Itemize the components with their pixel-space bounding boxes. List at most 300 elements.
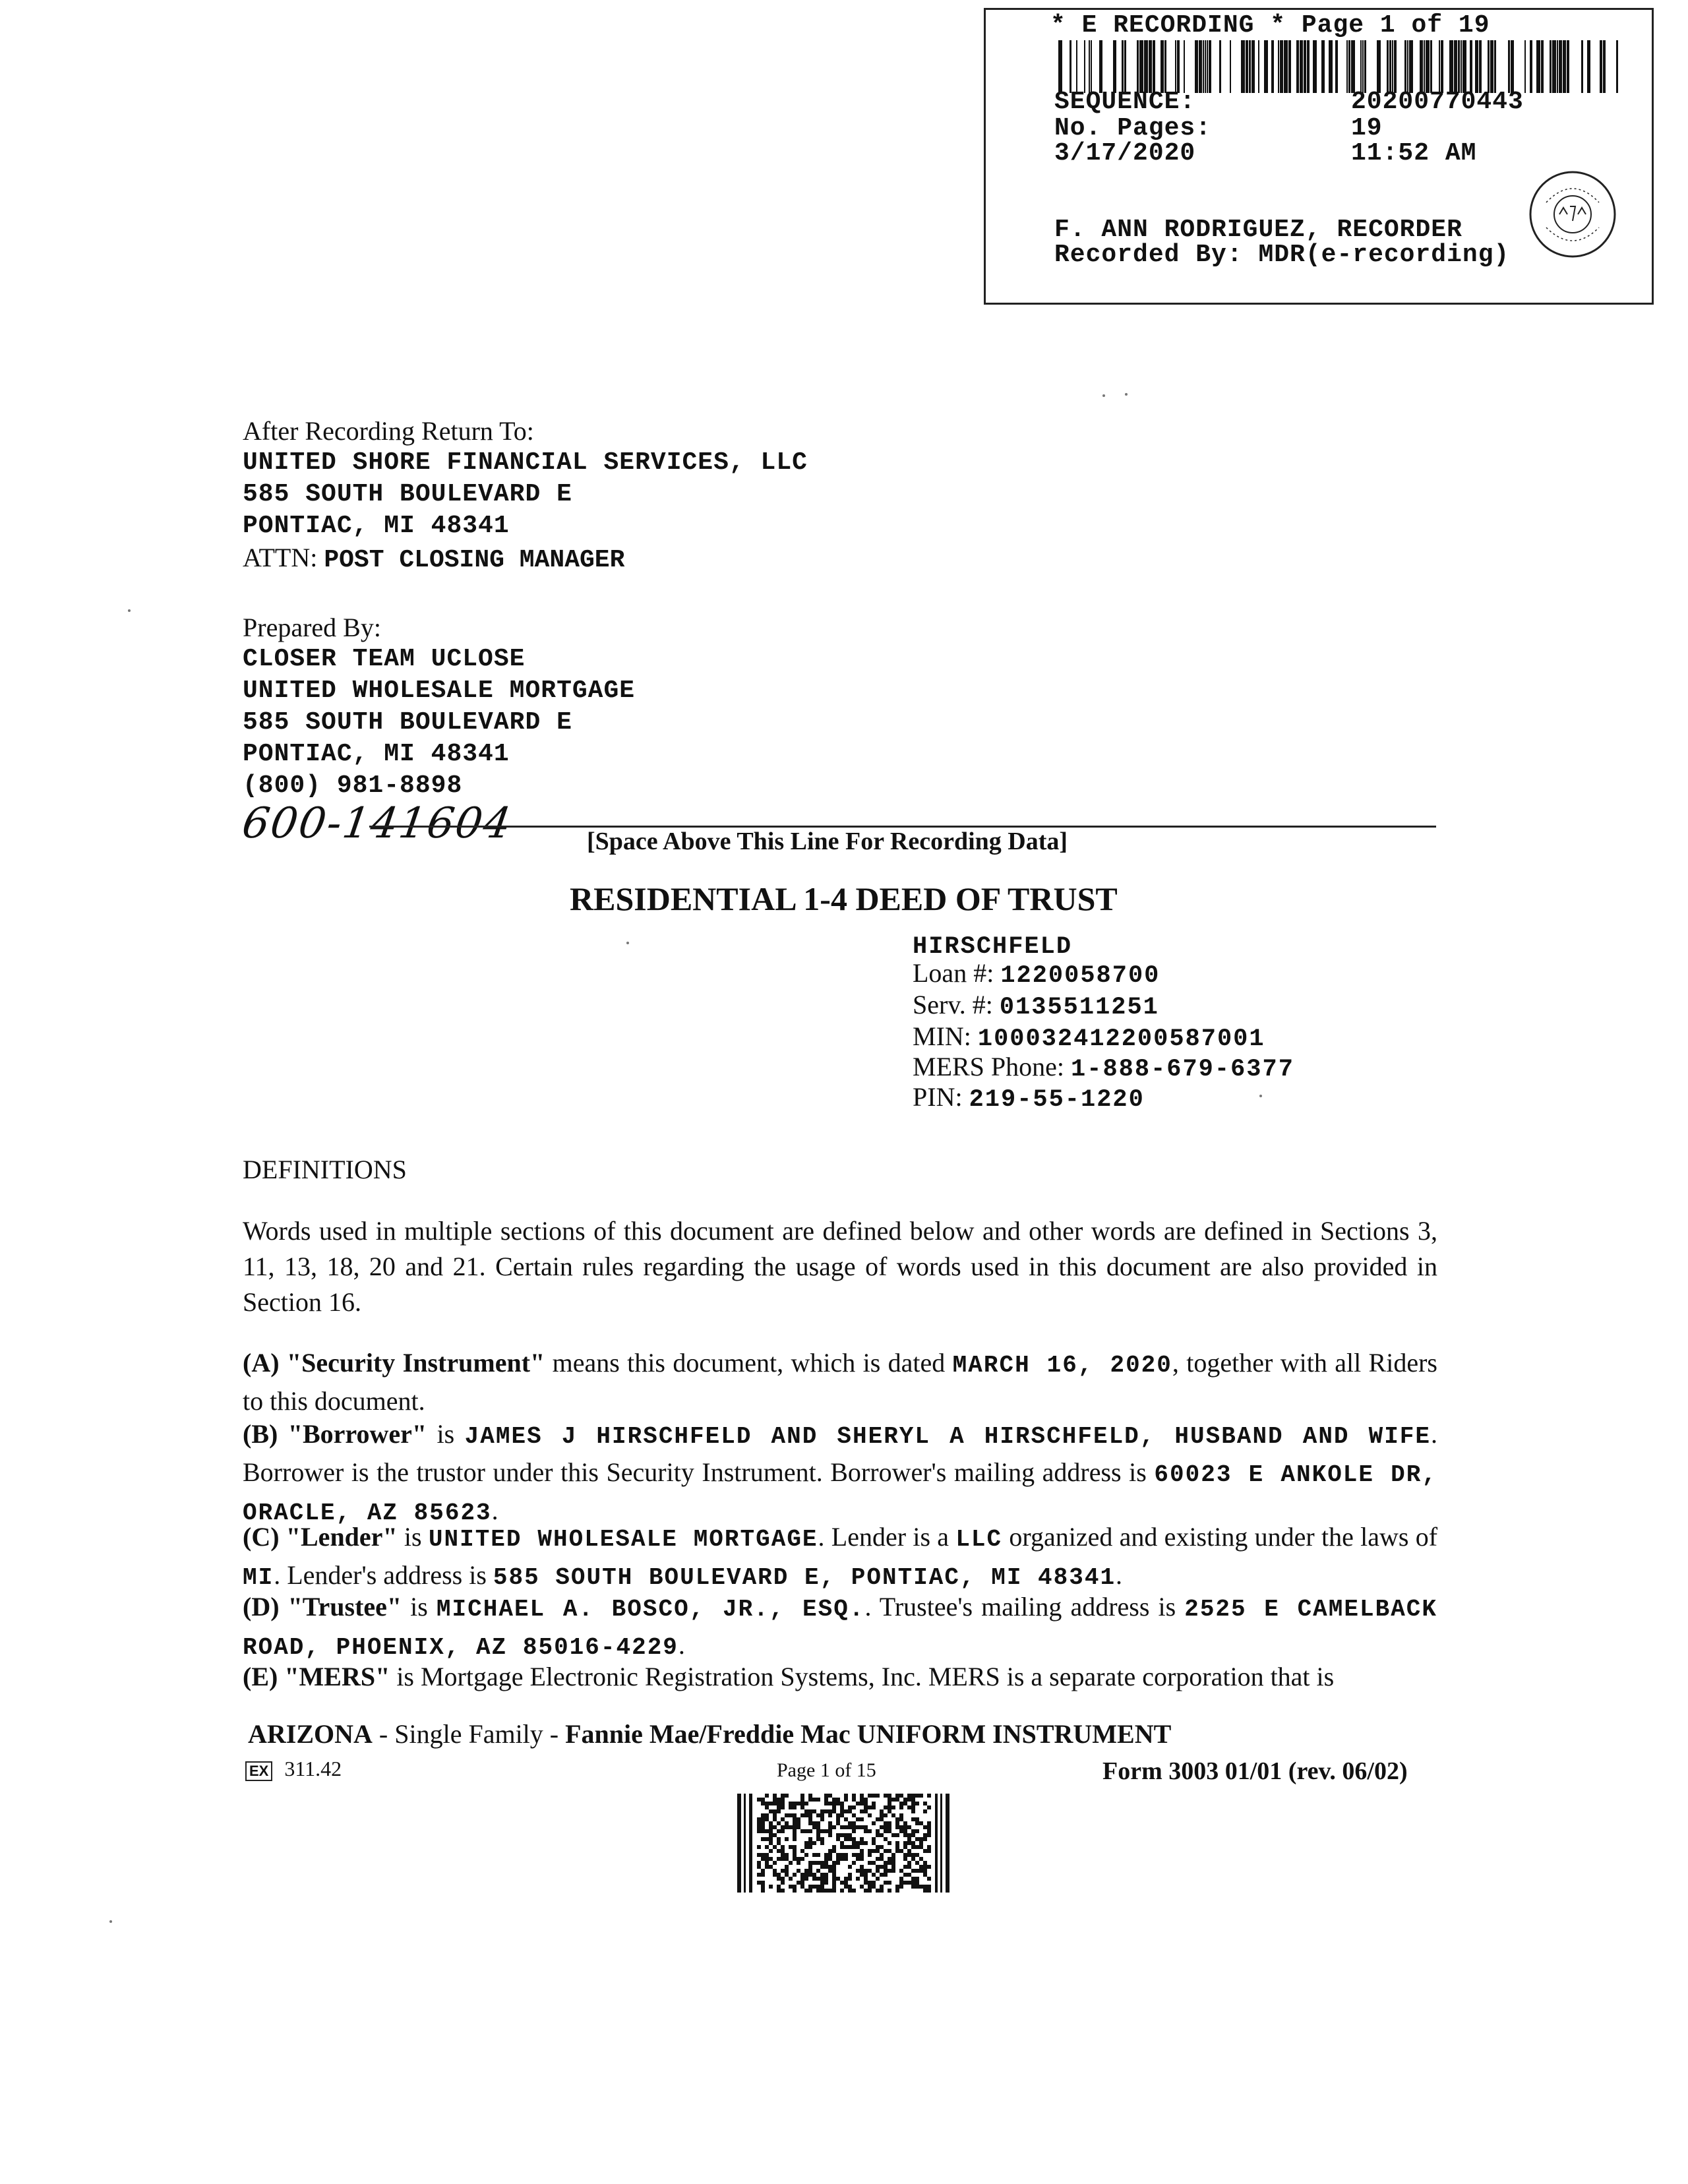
barcode-module: [844, 1817, 848, 1821]
barcode-module: [785, 1865, 789, 1869]
barcode-module: [895, 1817, 899, 1821]
barcode-module: [777, 1802, 781, 1805]
barcode-module: [761, 1837, 765, 1841]
barcode-module: [757, 1817, 761, 1821]
barcode-bar: [1264, 40, 1268, 93]
barcode-module: [911, 1805, 915, 1809]
barcode-module: [773, 1813, 777, 1817]
barcode-module: [899, 1869, 903, 1873]
barcode-module: [876, 1829, 880, 1833]
barcode-module: [923, 1889, 927, 1893]
prepared-by-line1: CLOSER TEAM UCLOSE: [243, 645, 526, 673]
barcode-module: [828, 1825, 832, 1829]
barcode-module: [848, 1833, 852, 1837]
barcode-bar: [1346, 40, 1348, 93]
barcode-module: [828, 1857, 832, 1861]
barcode-module: [781, 1825, 785, 1829]
barcode-module: [812, 1873, 816, 1877]
barcode-module: [781, 1802, 785, 1805]
barcode-bar: [1536, 40, 1540, 93]
barcode-module: [828, 1833, 832, 1837]
barcode-module: [824, 1857, 828, 1861]
barcode-module: [888, 1889, 891, 1893]
barcode-module: [872, 1794, 876, 1798]
barcode-module: [888, 1849, 891, 1853]
barcode-module: [808, 1865, 812, 1869]
barcode-module: [899, 1849, 903, 1853]
barcode-bar: [1470, 40, 1472, 93]
barcode-module: [840, 1813, 844, 1817]
barcode-module: [868, 1853, 872, 1857]
barcode-module: [793, 1873, 797, 1877]
barcode-module: [824, 1877, 828, 1881]
barcode-module: [800, 1881, 804, 1885]
barcode-module: [761, 1869, 765, 1873]
barcode-module: [856, 1817, 860, 1821]
return-to-block: [243, 415, 808, 576]
barcode-module: [899, 1825, 903, 1829]
barcode-module: [769, 1849, 773, 1853]
barcode-module: [804, 1889, 808, 1893]
barcode-module: [868, 1889, 872, 1893]
barcode-module: [891, 1869, 895, 1873]
barcode-module: [903, 1841, 907, 1845]
barcode-module: [864, 1809, 868, 1813]
barcode-module: [927, 1849, 931, 1853]
barcode-module: [757, 1845, 761, 1849]
barcode-bar: [1113, 40, 1116, 93]
barcode-module: [777, 1809, 781, 1813]
barcode-module: [899, 1829, 903, 1833]
barcode-module: [769, 1841, 773, 1845]
barcode-module: [812, 1841, 816, 1845]
barcode-module: [927, 1829, 931, 1833]
barcode-module: [844, 1837, 848, 1841]
barcode-module: [864, 1841, 868, 1845]
barcode-module: [777, 1885, 781, 1889]
barcode-module: [800, 1877, 804, 1881]
barcode-module: [860, 1837, 864, 1841]
barcode-module: [895, 1889, 899, 1893]
borrower-surname: HIRSCHFELD: [913, 933, 1073, 961]
barcode-bar: [1461, 40, 1462, 93]
barcode-module: [876, 1877, 880, 1881]
barcode-module: [769, 1857, 773, 1861]
barcode-module: [919, 1841, 923, 1845]
barcode-module: [765, 1794, 769, 1798]
barcode-module: [812, 1798, 816, 1802]
barcode-module: [777, 1837, 781, 1841]
barcode-module: [765, 1845, 769, 1849]
barcode-module: [781, 1881, 785, 1885]
barcode-bar: [1557, 40, 1558, 93]
recording-date: 3/17/2020: [1054, 139, 1196, 167]
barcode-module: [785, 1873, 789, 1877]
barcode-module: [876, 1845, 880, 1849]
barcode-module: [848, 1885, 852, 1889]
barcode-module: [848, 1845, 852, 1849]
barcode-module: [891, 1813, 895, 1817]
barcode-module: [852, 1821, 856, 1825]
barcode-module: [895, 1794, 899, 1798]
barcode-module: [761, 1829, 765, 1833]
barcode-module: [785, 1794, 789, 1798]
footer-barcode: [737, 1794, 952, 1893]
barcode-bar: [1377, 40, 1381, 93]
barcode-bar: [1288, 40, 1291, 93]
barcode-bar: [1284, 40, 1288, 93]
barcode-bar: [1207, 40, 1208, 93]
barcode-module: [860, 1873, 864, 1877]
loan-number: Loan #: 1220058700: [913, 958, 1160, 990]
barcode-bar: [1430, 40, 1432, 93]
barcode-bar: [1407, 40, 1408, 93]
barcode-module: [836, 1857, 840, 1861]
barcode-module: [789, 1845, 793, 1849]
barcode-bar: [1122, 40, 1124, 93]
barcode-module: [761, 1881, 765, 1885]
barcode-module: [793, 1805, 797, 1809]
barcode-module: [832, 1798, 836, 1802]
barcode-module: [848, 1865, 852, 1869]
barcode-module: [781, 1805, 785, 1809]
barcode-module: [891, 1798, 895, 1802]
barcode-module: [864, 1805, 868, 1809]
barcode-module: [773, 1802, 777, 1805]
barcode-module: [781, 1853, 785, 1857]
barcode-module: [812, 1853, 816, 1857]
barcode-module: [915, 1869, 919, 1873]
barcode-module: [915, 1845, 919, 1849]
barcode-module: [899, 1794, 903, 1798]
barcode-module: [848, 1821, 852, 1825]
serv-number: Serv. #: 0135511251: [913, 990, 1159, 1021]
definitions-heading: DEFINITIONS: [243, 1155, 407, 1184]
barcode-module: [800, 1798, 804, 1802]
barcode-module: [927, 1845, 931, 1849]
barcode-module: [903, 1853, 907, 1857]
definition-c: (C) "Lender" is UNITED WHOLESALE MORTGAGE. Lender is a LLC organized and existing under the laws of MI. Lender's address is 585 SOUTH BOULEVARD E, PONTIAC, MI 48341.: [243, 1522, 1438, 1591]
barcode-module: [820, 1841, 824, 1845]
barcode-module: [856, 1802, 860, 1805]
barcode-bar: [1296, 40, 1299, 93]
barcode-module: [923, 1885, 927, 1889]
barcode-module: [903, 1845, 907, 1849]
barcode-module: [773, 1794, 777, 1798]
barcode-module: [927, 1821, 931, 1825]
barcode-module: [848, 1809, 852, 1813]
barcode-bar: [1251, 40, 1255, 93]
barcode-module: [864, 1873, 868, 1877]
barcode-bar: [1304, 40, 1306, 93]
barcode-module: [820, 1837, 824, 1841]
barcode-module: [844, 1794, 848, 1798]
barcode-module: [793, 1857, 797, 1861]
barcode-module: [781, 1794, 785, 1798]
barcode-module: [797, 1857, 800, 1861]
barcode-module: [860, 1809, 864, 1813]
barcode-module: [911, 1881, 915, 1885]
barcode-module: [777, 1889, 781, 1893]
barcode-module: [844, 1845, 848, 1849]
barcode-module: [876, 1849, 880, 1853]
barcode-module: [899, 1877, 903, 1881]
barcode-bar: [1488, 40, 1490, 93]
barcode-module: [800, 1829, 804, 1833]
barcode-bar: [1364, 40, 1366, 93]
barcode-module: [884, 1805, 888, 1809]
barcode-module: [899, 1817, 903, 1821]
barcode-module: [903, 1881, 907, 1885]
barcode-module: [915, 1885, 919, 1889]
barcode-bar: [1439, 40, 1440, 93]
barcode-module: [852, 1813, 856, 1817]
barcode-bar: [940, 1794, 942, 1893]
barcode-module: [804, 1802, 808, 1805]
barcode-module: [800, 1873, 804, 1877]
barcode-module: [769, 1833, 773, 1837]
barcode-module: [761, 1821, 765, 1825]
barcode-module: [876, 1857, 880, 1861]
barcode-bar: [1084, 40, 1085, 93]
barcode-bar: [1230, 40, 1231, 93]
sequence-value: 20200770443: [1351, 88, 1524, 116]
barcode-module: [793, 1853, 797, 1857]
barcode-module: [832, 1825, 836, 1829]
barcode-module: [911, 1833, 915, 1837]
barcode-module: [757, 1798, 761, 1802]
barcode-module: [915, 1881, 919, 1885]
barcode-module: [773, 1873, 777, 1877]
barcode-module: [880, 1825, 884, 1829]
barcode-module: [876, 1794, 880, 1798]
barcode-module: [832, 1873, 836, 1877]
pin-number: PIN: 219-55-1220: [913, 1082, 1145, 1114]
barcode-module: [820, 1817, 824, 1821]
barcode-module: [848, 1837, 852, 1841]
barcode-module: [824, 1794, 828, 1798]
barcode-bar: [1404, 40, 1406, 93]
barcode-module: [820, 1813, 824, 1817]
barcode-module: [828, 1821, 832, 1825]
barcode-module: [832, 1861, 836, 1865]
barcode-module: [864, 1881, 868, 1885]
return-to-line1: UNITED SHORE FINANCIAL SERVICES, LLC: [243, 448, 808, 477]
barcode-module: [848, 1877, 852, 1881]
barcode-module: [915, 1821, 919, 1825]
barcode-module: [797, 1861, 800, 1865]
barcode-module: [781, 1869, 785, 1873]
barcode-module: [777, 1805, 781, 1809]
barcode-module: [832, 1881, 836, 1885]
barcode-module: [864, 1869, 868, 1873]
barcode-module: [765, 1829, 769, 1833]
barcode-bar: [1351, 40, 1355, 93]
barcode-bar: [1205, 40, 1206, 93]
barcode-module: [808, 1798, 812, 1802]
barcode-module: [872, 1802, 876, 1805]
barcode-module: [765, 1802, 769, 1805]
document-title: RESIDENTIAL 1-4 DEED OF TRUST: [570, 880, 1118, 917]
barcode-module: [773, 1861, 777, 1865]
recorded-by: Recorded By: MDR(e-recording): [1054, 241, 1510, 269]
barcode-module: [808, 1841, 812, 1845]
barcode-module: [911, 1869, 915, 1873]
barcode-module: [761, 1873, 765, 1877]
barcode-module: [895, 1849, 899, 1853]
barcode-module: [804, 1809, 808, 1813]
barcode-module: [856, 1853, 860, 1857]
barcode-module: [919, 1869, 923, 1873]
barcode-module: [785, 1825, 789, 1829]
barcode-module: [820, 1885, 824, 1889]
barcode-module: [781, 1889, 785, 1893]
barcode-module: [808, 1817, 812, 1821]
barcode-module: [911, 1802, 915, 1805]
barcode-module: [895, 1821, 899, 1825]
barcode-module: [793, 1802, 797, 1805]
barcode-module: [911, 1885, 915, 1889]
barcode-bar: [1203, 40, 1204, 93]
barcode-module: [868, 1881, 872, 1885]
barcode-module: [800, 1813, 804, 1817]
barcode-module: [864, 1829, 868, 1833]
barcode-module: [927, 1885, 931, 1889]
barcode-module: [820, 1877, 824, 1881]
barcode-bar: [1420, 40, 1423, 93]
barcode-module: [761, 1825, 765, 1829]
barcode-module: [888, 1857, 891, 1861]
barcode-module: [773, 1869, 777, 1873]
barcode-bar: [1070, 40, 1071, 93]
mers-phone: MERS Phone: 1-888-679-6377: [913, 1052, 1294, 1083]
barcode-module: [816, 1853, 820, 1857]
barcode-module: [816, 1877, 820, 1881]
barcode-module: [808, 1873, 812, 1877]
barcode-module: [888, 1869, 891, 1873]
barcode-module: [895, 1825, 899, 1829]
barcode-module: [856, 1845, 860, 1849]
barcode-module: [911, 1809, 915, 1813]
barcode-module: [927, 1865, 931, 1869]
barcode-module: [836, 1817, 840, 1821]
recording-barcode: [1058, 40, 1619, 93]
barcode-module: [888, 1825, 891, 1829]
barcode-module: [856, 1841, 860, 1845]
barcode-module: [895, 1841, 899, 1845]
barcode-module: [907, 1861, 911, 1865]
barcode-bar: [1089, 40, 1090, 93]
barcode-module: [915, 1829, 919, 1833]
barcode-module: [872, 1805, 876, 1809]
barcode-module: [891, 1805, 895, 1809]
barcode-module: [761, 1813, 765, 1817]
barcode-bar: [1524, 40, 1526, 93]
barcode-module: [808, 1885, 812, 1889]
barcode-module: [781, 1829, 785, 1833]
barcode-module: [884, 1881, 888, 1885]
barcode-module: [840, 1825, 844, 1829]
barcode-module: [808, 1845, 812, 1849]
barcode-bar: [1300, 40, 1303, 93]
barcode-bar: [1479, 40, 1482, 93]
barcode-bar: [1550, 40, 1552, 93]
barcode-bar: [1387, 40, 1389, 93]
barcode-module: [923, 1849, 927, 1853]
barcode-module: [789, 1802, 793, 1805]
return-to-label: After Recording Return To:: [243, 416, 534, 446]
barcode-module: [824, 1829, 828, 1833]
barcode-bar: [1409, 40, 1413, 93]
barcode-module: [927, 1833, 931, 1837]
barcode-module: [852, 1825, 856, 1829]
barcode-module: [808, 1869, 812, 1873]
barcode-module: [888, 1861, 891, 1865]
barcode-module: [923, 1833, 927, 1837]
barcode-module: [915, 1853, 919, 1857]
return-to-line3: PONTIAC, MI 48341: [243, 512, 510, 540]
barcode-bar: [1258, 40, 1259, 93]
barcode-module: [785, 1821, 789, 1825]
barcode-module: [832, 1869, 836, 1873]
footer-page-number: Page 1 of 15: [777, 1759, 876, 1781]
barcode-module: [816, 1829, 820, 1833]
barcode-module: [868, 1869, 872, 1873]
barcode-module: [895, 1845, 899, 1849]
barcode-module: [832, 1865, 836, 1869]
barcode-module: [888, 1829, 891, 1833]
barcode-module: [911, 1829, 915, 1833]
barcode-module: [769, 1802, 773, 1805]
barcode-module: [891, 1857, 895, 1861]
definitions-intro: Words used in multiple sections of this document are defined below and other words are defined in Sections 3, 11, 13, 18, 20 and 21. Certain rules regarding the usage of words used in this document are also provided in Section 16.: [243, 1216, 1437, 1317]
barcode-module: [884, 1813, 888, 1817]
barcode-module: [828, 1853, 832, 1857]
barcode-module: [860, 1885, 864, 1889]
barcode-module: [884, 1849, 888, 1853]
barcode-module: [860, 1841, 864, 1845]
barcode-module: [773, 1845, 777, 1849]
barcode-module: [919, 1885, 923, 1889]
barcode-module: [891, 1861, 895, 1865]
barcode-module: [816, 1833, 820, 1837]
barcode-module: [765, 1805, 769, 1809]
barcode-module: [923, 1809, 927, 1813]
barcode-module: [789, 1825, 793, 1829]
barcode-module: [880, 1873, 884, 1877]
barcode-module: [903, 1873, 907, 1877]
barcode-bar: [1313, 40, 1317, 93]
barcode-module: [781, 1817, 785, 1821]
barcode-bar: [1278, 40, 1279, 93]
county-seal-icon: [1526, 168, 1619, 260]
barcode-bar: [1462, 40, 1466, 93]
barcode-module: [852, 1841, 856, 1845]
barcode-bar: [1490, 40, 1493, 93]
barcode-module: [852, 1845, 856, 1849]
barcode-module: [868, 1849, 872, 1853]
barcode-module: [868, 1829, 872, 1833]
barcode-bar: [1475, 40, 1478, 93]
barcode-module: [884, 1825, 888, 1829]
barcode-module: [899, 1813, 903, 1817]
barcode-module: [793, 1825, 797, 1829]
barcode-module: [891, 1853, 895, 1857]
barcode-module: [848, 1825, 852, 1829]
barcode-module: [773, 1825, 777, 1829]
barcode-module: [804, 1813, 808, 1817]
barcode-module: [915, 1837, 919, 1841]
